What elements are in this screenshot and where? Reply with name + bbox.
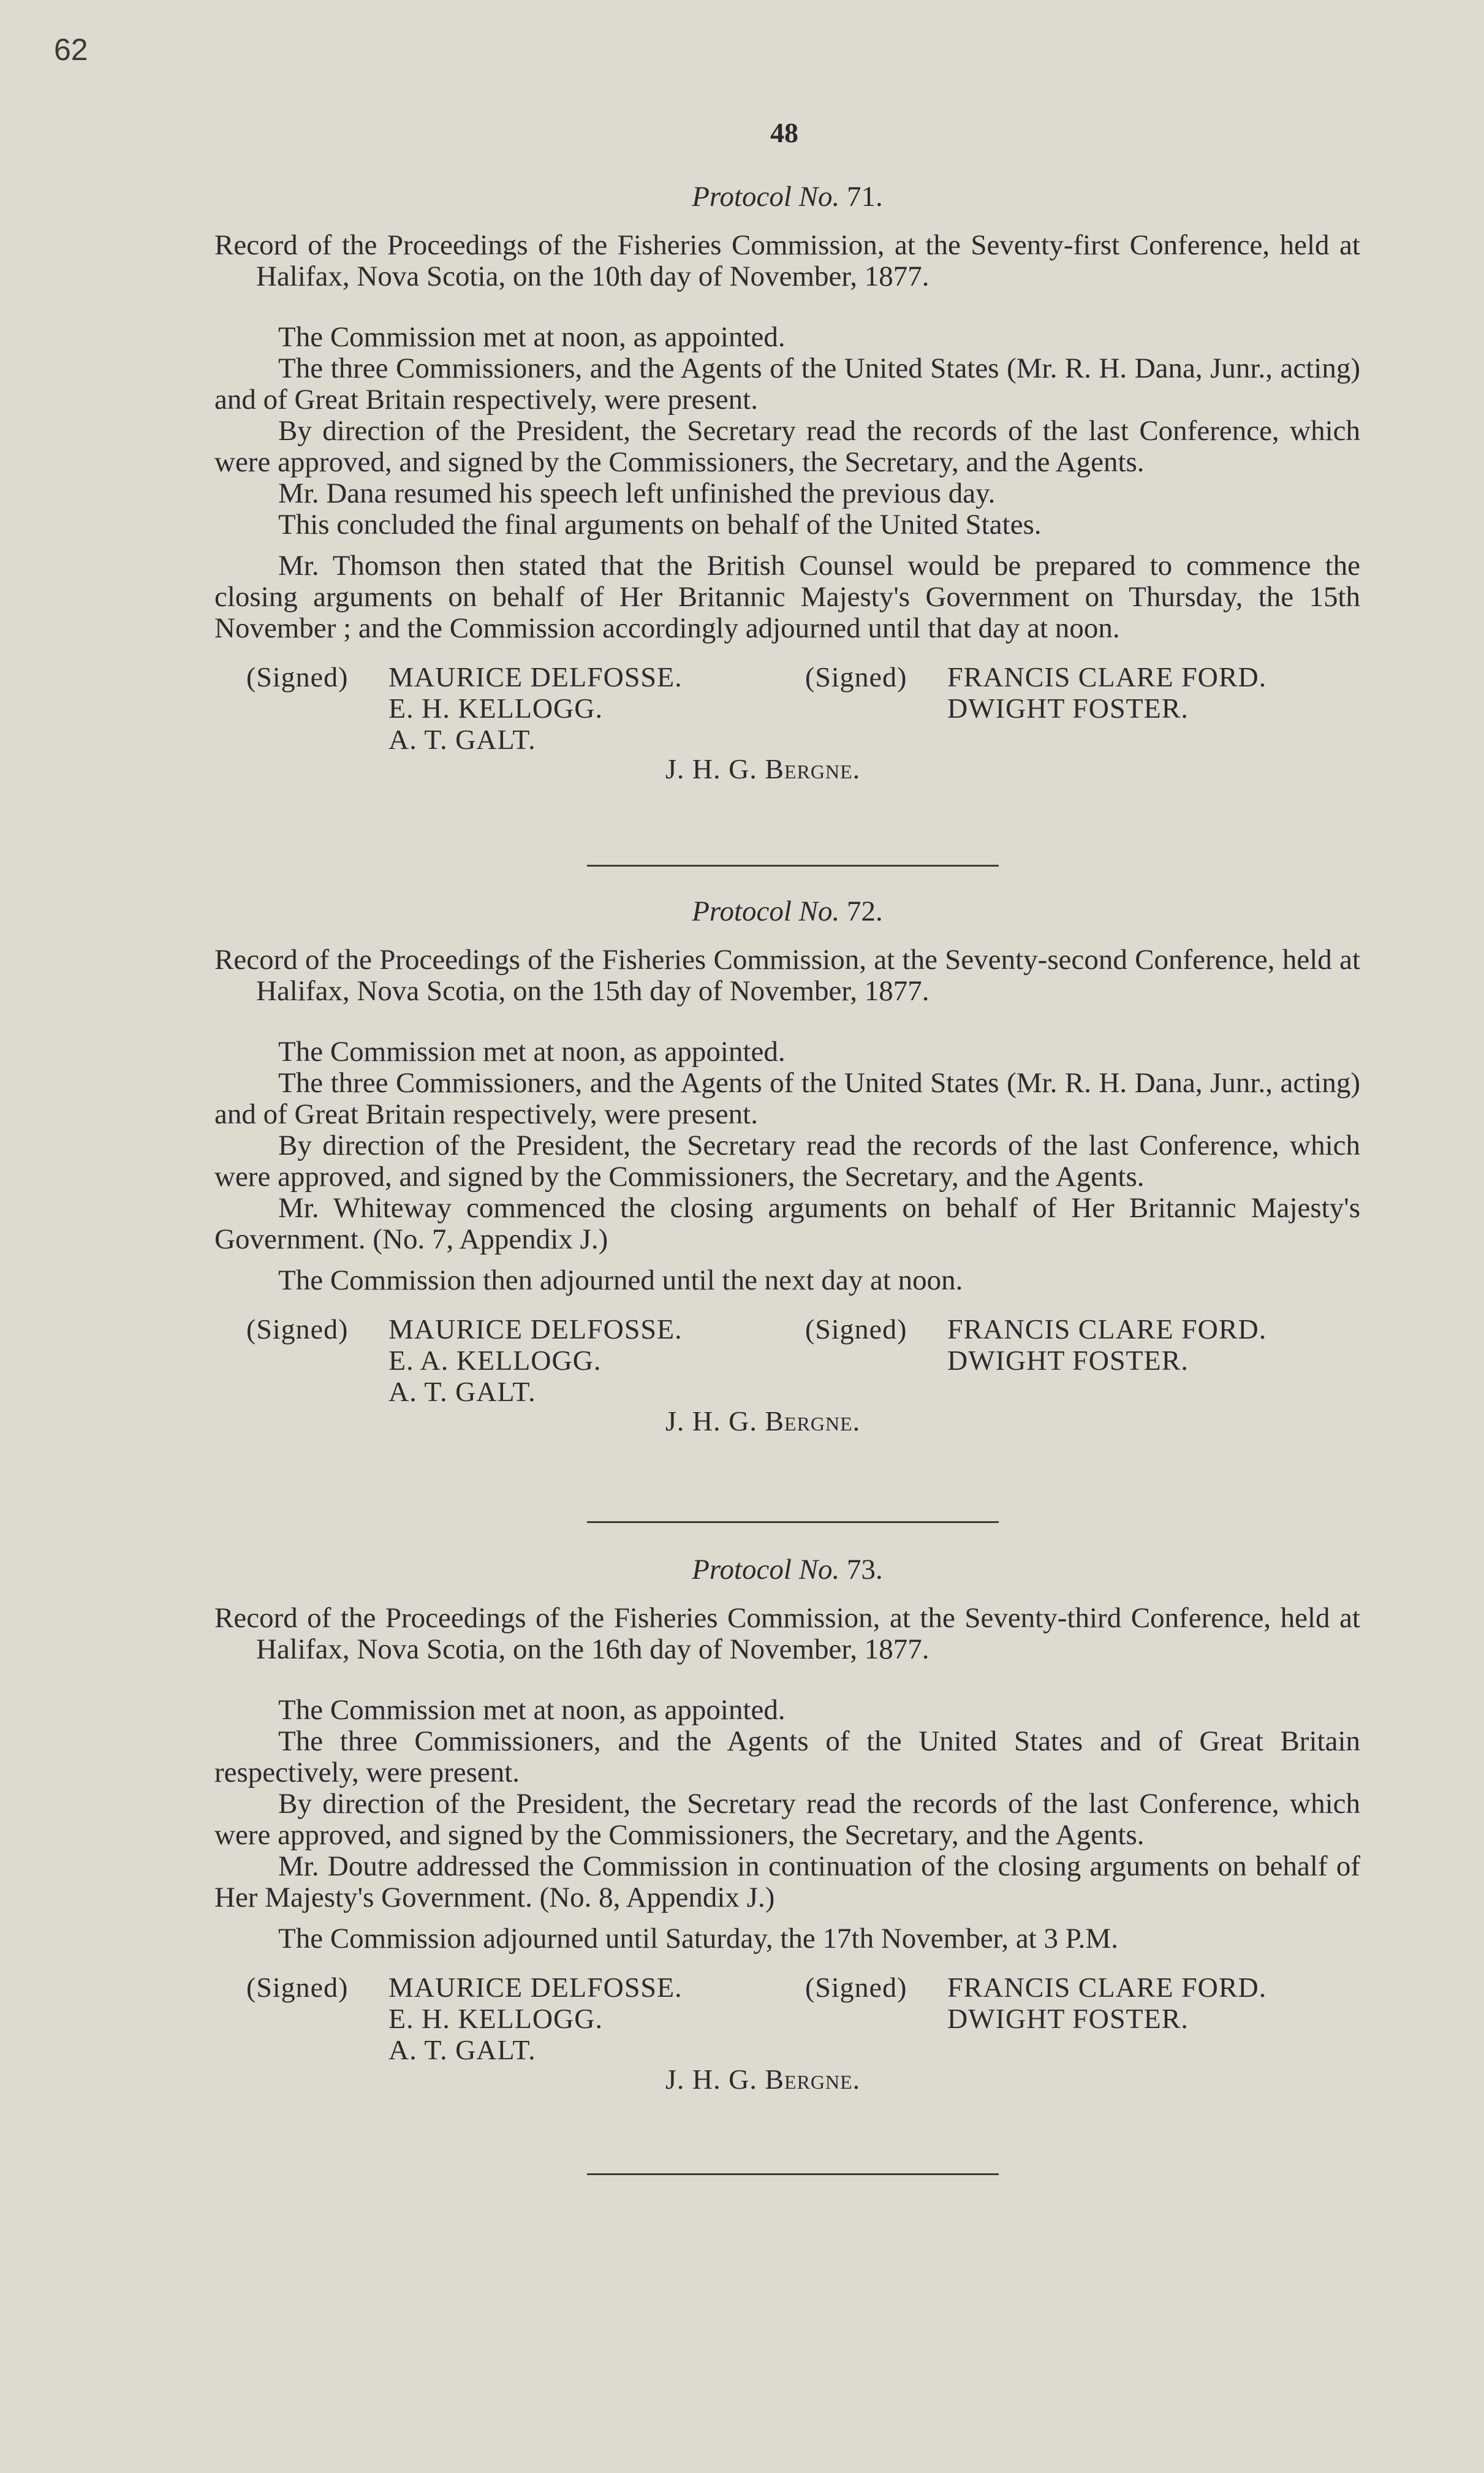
secretary-signature: J. H. G. Bergne. [665,753,861,784]
scan-page-number: 62 [54,32,88,67]
protocol-title [214,181,1360,213]
page-number: 48 [770,117,798,148]
signatory: A. T. GALT. [388,1376,536,1407]
paragraph: By direction of the President, the Secretary read the records of the last Conference, which were approved, and signed by the Commissioners, the Secretary, and the Agents. [214,1788,1360,1851]
paragraph: By direction of the President, the Secretary read the records of the last Conference, which were approved, and signed by the Commissioners, the Secretary, and the Agents. [214,1130,1360,1193]
signature-block [214,1313,1360,1437]
paragraph: The Commission met at noon, as appointed. [278,1694,786,1726]
section-divider [587,2173,999,2175]
signed-label-right: (Signed) [805,661,907,693]
paragraph: Mr. Whiteway commenced the closing arguments on behalf of Her Britannic Majesty's Government. (No. 7, Appendix J.) [214,1192,1360,1255]
signature-block [214,1972,1360,2095]
signatory: FRANCIS CLARE FORD. [947,661,1267,693]
record-heading: Record of the Proceedings of the Fisheries Commission, at the Seventy-third Conference, held at Halifax, Nova Scotia, on the 16th day of November, 1877. [214,1602,1360,1665]
signed-label-right: (Signed) [805,1313,907,1345]
signatory: E. H. KELLOGG. [388,2003,603,2034]
protocol-71 [214,181,1360,784]
signatory: E. A. KELLOGG. [388,1345,602,1376]
protocol-number: 71. [847,181,883,213]
signatory: A. T. GALT. [388,2034,536,2065]
protocol-title [214,1554,1360,1586]
protocol-73 [214,1554,1360,2095]
record-heading: Record of the Proceedings of the Fisheries Commission, at the Seventy-second Conference, held at Halifax, Nova Scotia, on the 15th day of November, 1877. [214,944,1360,1007]
paragraph: The three Commissioners, and the Agents of the United States (Mr. R. H. Dana, Junr., acting) and of Great Britain respectively, were present. [214,1067,1360,1130]
protocol-number: 72. [847,895,883,927]
signatory: E. H. KELLOGG. [388,693,603,724]
signed-label-right: (Signed) [805,1972,907,2003]
signatory: DWIGHT FOSTER. [947,2003,1189,2034]
signatory: FRANCIS CLARE FORD. [947,1313,1267,1345]
paragraph: The Commission then adjourned until the next day at noon. [278,1264,963,1296]
protocol-label: Protocol No. [692,1554,840,1586]
paragraph: The three Commissioners, and the Agents of the United States (Mr. R. H. Dana, Junr., acting) and of Great Britain respectively, were present. [214,352,1360,416]
protocol-number: 73. [847,1554,883,1586]
signatory: A. T. GALT. [388,724,536,755]
paragraph: The three Commissioners, and the Agents of the United States and of Great Britain respectively, were present. [214,1725,1360,1788]
paragraph: The Commission adjourned until Saturday, the 17th November, at 3 P.M. [278,1923,1118,1954]
signatory: DWIGHT FOSTER. [947,693,1189,724]
signed-label-left: (Signed) [246,661,349,693]
section-divider [587,1521,999,1523]
protocol-label: Protocol No. [692,181,840,213]
signatory: DWIGHT FOSTER. [947,1345,1189,1376]
paragraph: Mr. Thomson then stated that the British Counsel would be prepared to commence the closing arguments on behalf of Her Britannic Majesty's Government on Thursday, the 15th November ; and the Commission accordingly adjourned until that day at noon. [214,550,1360,644]
paragraph: By direction of the President, the Secretary read the records of the last Conference, which were approved, and signed by the Commissioners, the Secretary, and the Agents. [214,415,1360,478]
signatory: MAURICE DELFOSSE. [388,1313,683,1345]
signed-label-left: (Signed) [246,1972,349,2003]
signed-label-left: (Signed) [246,1313,349,1345]
signatory: MAURICE DELFOSSE. [388,1972,683,2003]
record-heading: Record of the Proceedings of the Fisheries Commission, at the Seventy-first Conference, held at Halifax, Nova Scotia, on the 10th day of November, 1877. [214,229,1360,292]
signatory: FRANCIS CLARE FORD. [947,1972,1267,2003]
protocol-72 [214,895,1360,1437]
paragraph: The Commission met at noon, as appointed. [278,1036,786,1068]
signatory: MAURICE DELFOSSE. [388,661,683,693]
paragraph: Mr. Dana resumed his speech left unfinished the previous day. [278,477,996,509]
section-divider [587,865,999,867]
protocol-title [214,896,1360,927]
paragraph: This concluded the final arguments on behalf of the United States. [278,509,1042,541]
signature-block [214,661,1360,784]
secretary-signature: J. H. G. Bergne. [665,1405,861,1437]
paragraph: The Commission met at noon, as appointed. [278,321,786,353]
secretary-signature: J. H. G. Bergne. [665,2064,861,2095]
paragraph: Mr. Doutre addressed the Commission in continuation of the closing arguments on behalf of Her Majesty's Government. (No. 8, Appendix J.) [214,1850,1360,1913]
protocol-label: Protocol No. [692,895,840,927]
